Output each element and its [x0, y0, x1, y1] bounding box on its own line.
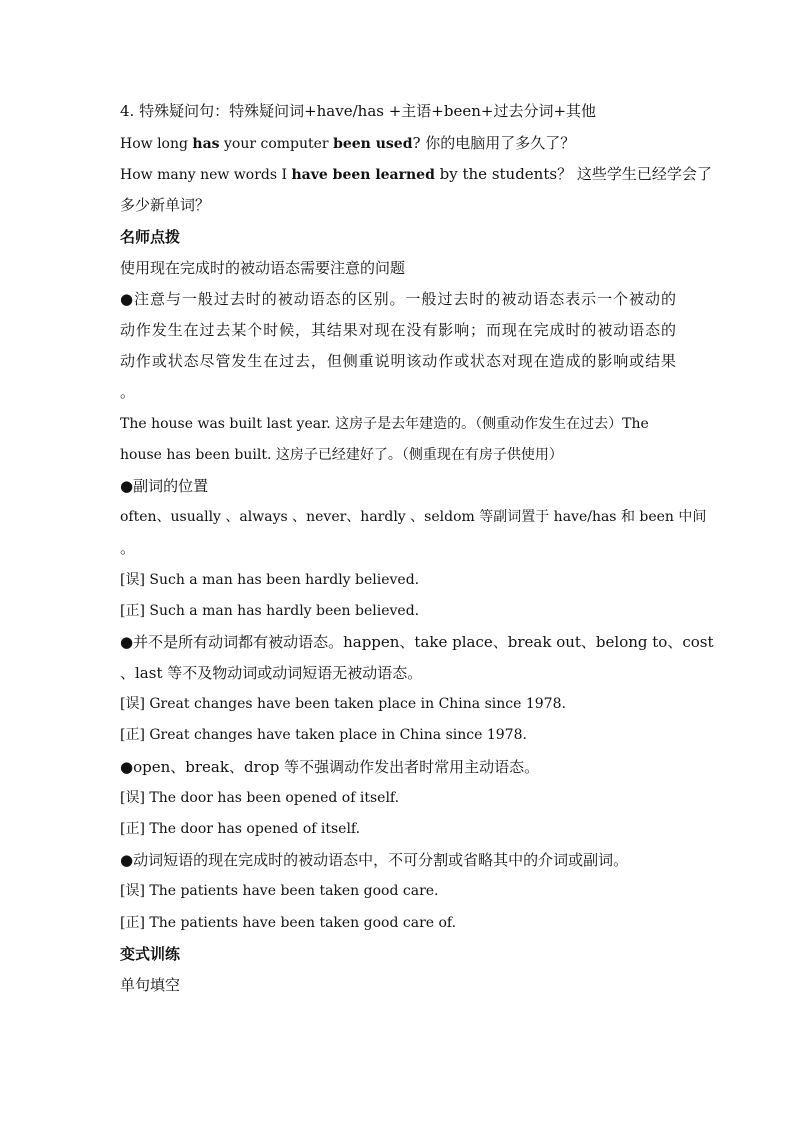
- tip1-line: 。: [120, 383, 136, 401]
- tip1-example: house has been built. 这房子已经建好了。（侧重现在有房子供使用）: [120, 447, 563, 463]
- tip1-line: 动作发生在过去某个时候，其结果对现在没有影响；而现在完成时的被动语态的: [120, 321, 676, 339]
- section4-heading: 4. 特殊疑问句：特殊疑问词+have/has +主语+been+过去分词+其他: [120, 102, 597, 120]
- tip2-text: 。: [120, 539, 136, 557]
- tip1-line: 动作或状态尽管发生在过去，但侧重说明该动作或状态对现在造成的影响或结果: [120, 352, 676, 370]
- tips-heading: 名师点拨: [120, 228, 181, 246]
- tip2-heading: ●副词的位置: [120, 477, 209, 495]
- practice-subheading: 单句填空: [120, 976, 181, 994]
- tip3-right: [正] Great changes have taken place in China since 1978.: [120, 727, 527, 743]
- tip2-wrong: [误] Such a man has been hardly believed.: [120, 572, 420, 588]
- bold-span: has: [192, 136, 220, 152]
- example-sentence-2: [120, 164, 712, 185]
- example-sentence-1: [120, 133, 676, 154]
- tip5-text: ●动词短语的现在完成时的被动语态中，不可分割或省略其中的介词或副词。: [120, 851, 629, 869]
- tip3-wrong: [误] Great changes have been taken place in China since 1978.: [120, 696, 566, 712]
- tip3-text: 、last 等不及物动词或动词短语无被动语态。: [120, 664, 423, 682]
- bold-span: been used: [333, 136, 413, 152]
- practice-heading: 变式训练: [120, 945, 181, 963]
- bold-span: have been learned: [291, 167, 435, 183]
- tip5-wrong: [误] The patients have been taken good care.: [120, 883, 439, 899]
- tip2-text: often、usually 、always 、never、hardly 、seldom 等副词置于 have/has 和 been 中间: [120, 509, 707, 525]
- tip4-text: ●open、break、drop 等不强调动作发出者时常用主动语态。: [120, 758, 540, 776]
- text-span: ? 你的电脑用了多久了？: [412, 134, 576, 152]
- tip1-line: ●注意与一般过去时的被动语态的区别。一般过去时的被动语态表示一个被动的: [120, 290, 676, 308]
- text-span: How long: [120, 136, 193, 152]
- example-sentence-2-cont: 多少新单词？: [120, 196, 211, 214]
- tip3-text: ●并不是所有动词都有被动语态。happen、take place、break out、belong to、cost: [120, 633, 714, 651]
- tip1-example: The house was built last year. 这房子是去年建造的。（侧重动作发生在过去）The: [120, 416, 649, 432]
- tip4-right: [正] The door has opened of itself.: [120, 821, 361, 837]
- tip2-right: [正] Such a man has hardly been believed.: [120, 603, 420, 619]
- tip4-wrong: [误] The door has been opened of itself.: [120, 790, 400, 806]
- text-span: How many new words I: [120, 167, 292, 183]
- tip5-right: [正] The patients have been taken good care of.: [120, 915, 457, 931]
- text-span: by the students？ 这些学生已经学会了: [434, 165, 712, 183]
- tips-intro: 使用现在完成时的被动语态需要注意的问题: [120, 259, 406, 277]
- text-span: your computer: [219, 136, 334, 152]
